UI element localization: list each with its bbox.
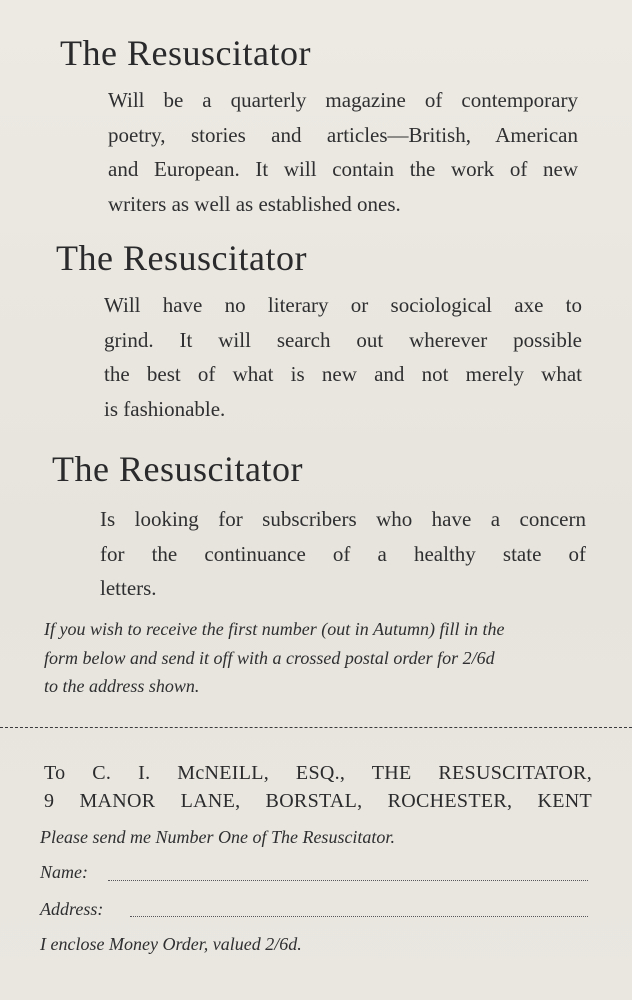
paragraph-line: letters. (100, 576, 157, 600)
enclosure-statement: I enclose Money Order, valued 2/6d. (40, 934, 302, 954)
paragraph-line: the best of what is new and not merely what (104, 362, 582, 386)
tear-off-dashed-line (0, 727, 632, 728)
mailing-address-line: 9 MANOR LANE, BORSTAL, ROCHESTER, KENT (44, 790, 592, 812)
paragraph-line: Will have no literary or sociological axe to (104, 293, 582, 317)
paragraph-line: for the continuance of a healthy state of (100, 541, 586, 566)
name-label: Name: (40, 862, 88, 882)
mailing-address-line: To C. I. McNEILL, ESQ., THE RESUSCITATOR, (44, 762, 592, 784)
section-paragraph (108, 83, 578, 221)
paragraph-line: writers as well as established ones. (108, 191, 401, 216)
section-heading: The Resuscitator (56, 238, 307, 278)
order-request: Please send me Number One of The Resuscitator. (40, 827, 395, 847)
address-field[interactable] (130, 916, 588, 917)
address-label: Address: (40, 899, 104, 919)
section-paragraph (104, 288, 582, 426)
name-field[interactable] (108, 880, 588, 881)
paragraph-line: grind. It will search out wherever possible (104, 327, 582, 352)
section-paragraph (100, 502, 586, 606)
instruction-line: to the address shown. (44, 676, 200, 696)
paragraph-line: poetry, stories and articles—British, American (108, 122, 578, 147)
instructions (44, 615, 504, 701)
section-heading: The Resuscitator (52, 449, 303, 489)
paragraph-line: and European. It will contain the work of new (108, 157, 578, 181)
instruction-line: If you wish to receive the first number (out in Autumn) fill in the (44, 619, 505, 639)
paragraph-line: Is looking for subscribers who have a concern (100, 507, 586, 531)
instruction-line: form below and send it off with a crossed postal order for 2/6d (44, 647, 495, 668)
section-heading: The Resuscitator (60, 33, 311, 73)
paragraph-line: Will be a quarterly magazine of contemporary (108, 88, 578, 112)
paragraph-line: is fashionable. (104, 396, 226, 421)
